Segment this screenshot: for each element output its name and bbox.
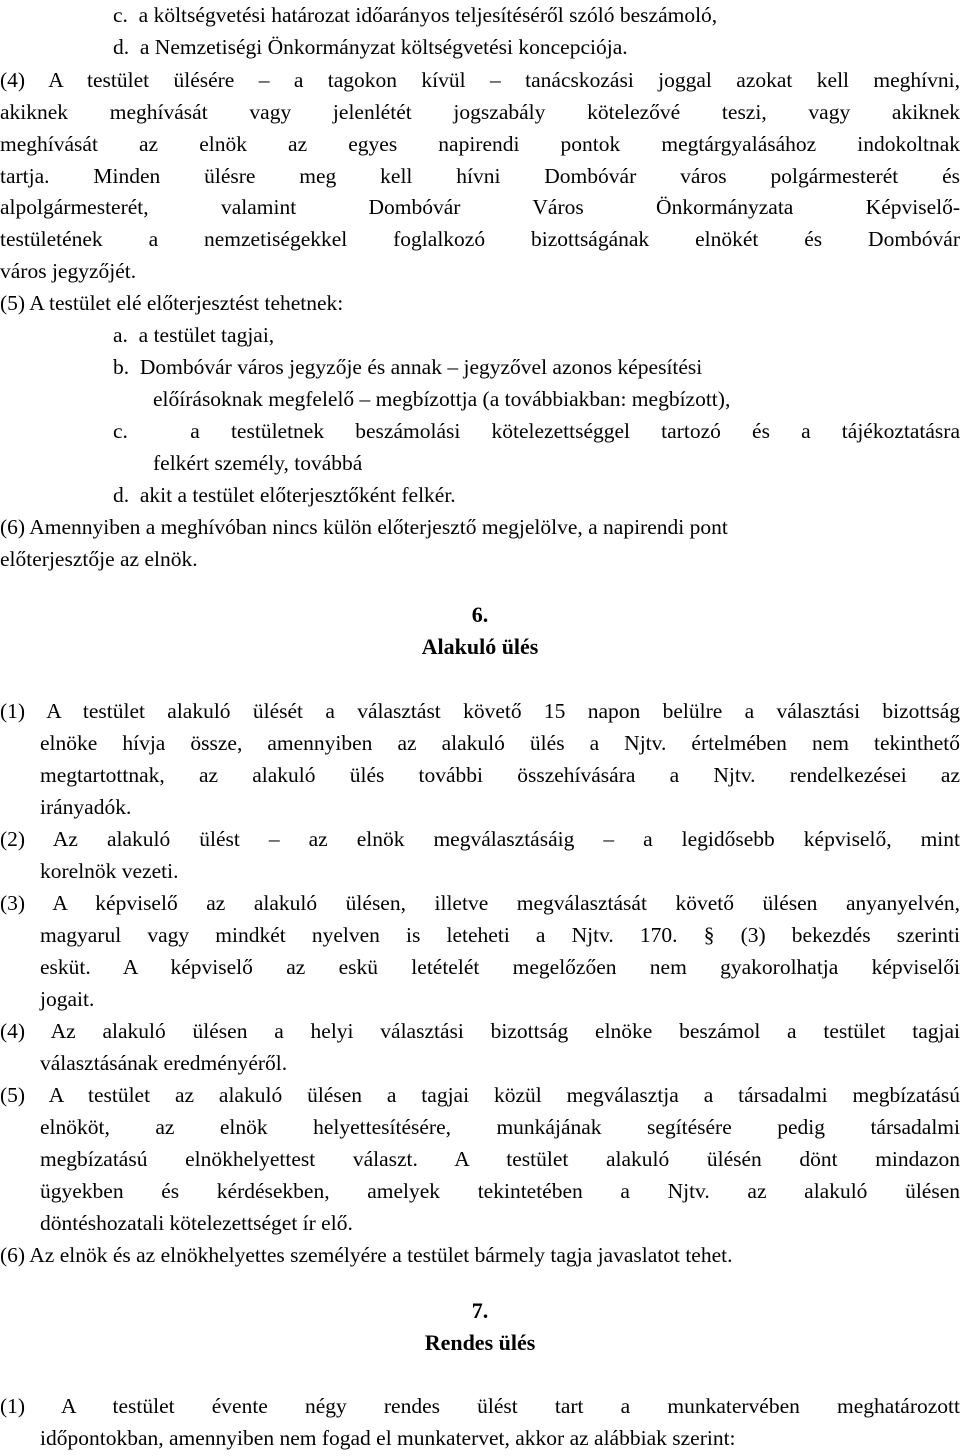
section-6-number: 6. — [471, 602, 489, 627]
section-6-title: Alakuló ülés — [421, 634, 539, 659]
s6-paragraph-1-line: (1) A testület alakuló ülését a választást követő 15 napon belülre a választási bizottság — [0, 699, 960, 723]
paragraph-4-line: meghívását az elnök az egyes napirendi pontok megtárgyalásához indokoltnak — [0, 132, 960, 156]
list-item-c: c. a testületnek beszámolási kötelezettséggel tartozó és a tájékoztatásra — [113, 419, 960, 443]
paragraph-6-line: (6) Amennyiben a meghívóban nincs külön előterjesztő megjelölve, a napirendi pont — [0, 515, 728, 539]
s6-paragraph-4-line: választásának eredményéről. — [40, 1051, 288, 1075]
s6-paragraph-1-line: megtartottnak, az alakuló ülés további összehívására a Njtv. rendelkezései az — [40, 763, 960, 787]
s6-paragraph-2-line: (2) Az alakuló ülést – az elnök megválasztásáig – a legidősebb képviselő, mint — [0, 827, 960, 851]
s7-paragraph-1-line: (1) A testület évente négy rendes ülést tart a munkatervében meghatározott — [0, 1394, 960, 1418]
paragraph-4-line: (4) A testület ülésére – a tagokon kívül – tanácskozási joggal azokat kell meghívni, — [0, 68, 960, 92]
s6-paragraph-5-line: (5) A testület az alakuló ülésen a tagjai közül megválasztja a társadalmi megbízatású — [0, 1083, 960, 1107]
s6-paragraph-3-line: (3) A képviselő az alakuló ülésen, illetve megválasztását követő ülésen anyanyelvén, — [0, 891, 960, 915]
paragraph-5-intro: (5) A testület elé előterjesztést tehetnek: — [0, 291, 344, 315]
s6-paragraph-5-line: elnököt, az elnök helyettesítésére, munkájának segítésére pedig társadalmi — [40, 1115, 960, 1139]
s6-paragraph-2-line: korelnök vezeti. — [40, 859, 179, 883]
s6-paragraph-1-line: irányadók. — [40, 795, 132, 819]
list-item-d: d. a Nemzetiségi Önkormányzat költségvetési koncepciója. — [113, 35, 628, 59]
section-7-number: 7. — [471, 1298, 489, 1323]
list-item-b-cont: előírásoknak megfelelő – megbízottja (a továbbiakban: megbízott), — [153, 387, 731, 411]
list-item-a: a. a testület tagjai, — [113, 323, 275, 347]
s6-paragraph-3-line: magyarul vagy mindkét nyelven is leteheti a Njtv. 170. § (3) bekezdés szerinti — [40, 923, 960, 947]
s6-paragraph-5-line: ügyekben és kérdésekben, amelyek tekintetében a Njtv. az alakuló ülésen — [40, 1179, 960, 1203]
s6-paragraph-5-line: döntéshozatali kötelezettséget ír elő. — [40, 1211, 353, 1235]
paragraph-4-line: tartja. Minden ülésre meg kell hívni Dombóvár város polgármesterét és — [0, 164, 960, 188]
s6-paragraph-6-line: (6) Az elnök és az elnökhelyettes személyére a testület bármely tagja javaslatot tehet. — [0, 1243, 733, 1267]
s6-paragraph-5-line: megbízatású elnökhelyettest választ. A testület alakuló ülésén dönt mindazon — [40, 1147, 960, 1171]
s6-paragraph-3-line: esküt. A képviselő az eskü letételét megelőzően nem gyakorolhatja képviselői — [40, 955, 960, 979]
list-item-d: d. akit a testület előterjesztőként felkér. — [113, 483, 456, 507]
section-7-title: Rendes ülés — [424, 1330, 536, 1355]
paragraph-4-line: testületének a nemzetiségekkel foglalkozó bizottságának elnökét és Dombóvár — [0, 227, 960, 251]
list-item-b: b. Dombóvár város jegyzője és annak – jegyzővel azonos képesítési — [113, 355, 703, 379]
paragraph-4-line: akiknek meghívását vagy jelenlétét jogszabály kötelezővé teszi, vagy akiknek — [0, 100, 960, 124]
paragraph-6-line: előterjesztője az elnök. — [0, 547, 198, 571]
s6-paragraph-1-line: elnöke hívja össze, amennyiben az alakuló ülés a Njtv. értelmében nem tekinthető — [40, 731, 960, 755]
list-item-c: c. a költségvetési határozat időarányos teljesítéséről szóló beszámoló, — [113, 3, 718, 27]
s7-paragraph-1-line: időpontokban, amennyiben nem fogad el munkatervet, akkor az alábbiak szerint: — [40, 1426, 736, 1450]
s6-paragraph-3-line: jogait. — [40, 987, 95, 1011]
paragraph-4-line: város jegyzőjét. — [0, 259, 137, 283]
list-item-c-cont: felkért személy, továbbá — [153, 451, 363, 475]
paragraph-4-line: alpolgármesterét, valamint Dombóvár Város Önkormányzata Képviselő- — [0, 195, 960, 219]
s6-paragraph-4-line: (4) Az alakuló ülésen a helyi választási bizottság elnöke beszámol a testület tagjai — [0, 1019, 960, 1043]
